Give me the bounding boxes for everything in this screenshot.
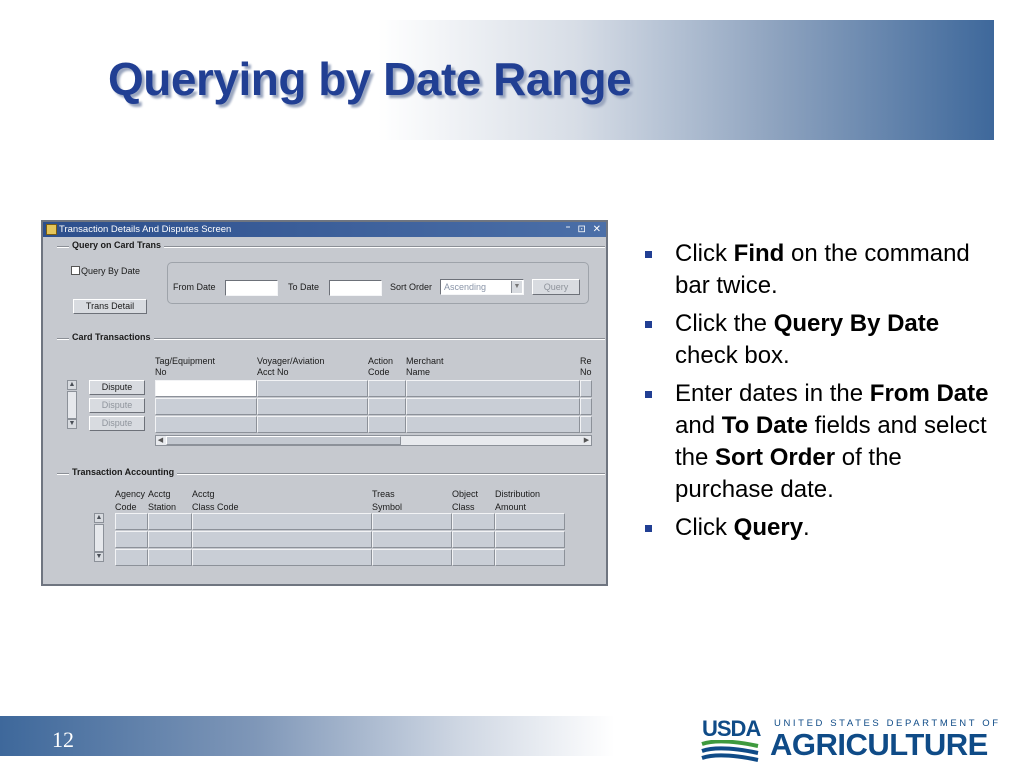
logo-agriculture: AGRICULTURE [770, 727, 988, 762]
bullet-icon [645, 321, 652, 328]
table-row[interactable] [372, 531, 452, 548]
list-item: Click Find on the command bar twice. [642, 238, 1002, 302]
table-row[interactable] [452, 513, 495, 530]
table-row[interactable] [192, 513, 372, 530]
col-treas-symbol: Treas Symbol [372, 489, 403, 512]
window-controls[interactable]: ⁼ ⊡ ✕ [565, 224, 603, 235]
slide-title: Querying by Date Range [108, 53, 632, 105]
col-acctg-class-code: Acctg Class Code [192, 489, 239, 512]
bullet-icon [645, 251, 652, 258]
col-agency-code: Agency Code [115, 489, 146, 512]
sort-order-label: Sort Order [390, 282, 433, 292]
table-row[interactable] [257, 380, 368, 397]
instruction-list [642, 238, 1002, 550]
table-row[interactable] [368, 380, 406, 397]
query-by-date-label: Query By Date [81, 266, 141, 276]
query-button[interactable]: Query [532, 279, 580, 295]
dispute-button-1[interactable]: Dispute [89, 380, 145, 395]
table-row[interactable] [495, 549, 565, 566]
scroll-left-icon[interactable]: ◀ [157, 437, 164, 444]
col-action-code: Action Code [368, 356, 394, 377]
page-number: 12 [52, 727, 74, 752]
scroll-down-icon[interactable]: ▼ [95, 553, 103, 560]
from-date-field[interactable] [225, 280, 278, 296]
table-row[interactable] [580, 380, 592, 397]
scroll-right-icon[interactable]: ▶ [583, 437, 590, 444]
usda-mark [700, 716, 760, 760]
table-row[interactable] [580, 416, 592, 433]
transaction-accounting-label: Transaction Accounting [69, 467, 177, 477]
table-row[interactable] [155, 416, 257, 433]
col-object-class: Object Class [452, 489, 479, 512]
table-row[interactable] [495, 531, 565, 548]
table-row[interactable] [406, 398, 580, 415]
vertical-scrollbar[interactable] [67, 391, 77, 419]
chevron-down-icon[interactable]: ▼ [511, 281, 522, 293]
col-merchant-name: Merchant Name [406, 356, 444, 377]
table-row[interactable] [452, 549, 495, 566]
table-row[interactable] [368, 416, 406, 433]
list-item: Click Query. [642, 512, 1002, 544]
table-row[interactable] [115, 531, 148, 548]
table-row[interactable] [406, 380, 580, 397]
table-row[interactable] [192, 549, 372, 566]
usda-waves-icon [700, 740, 760, 762]
table-row[interactable] [148, 531, 192, 548]
scroll-up-icon[interactable]: ▲ [95, 514, 103, 521]
query-group-label: Query on Card Trans [69, 240, 164, 250]
sort-order-value: Ascending [444, 282, 487, 292]
table-row[interactable] [115, 549, 148, 566]
col-re-no: Re No [580, 356, 592, 377]
table-row[interactable] [148, 513, 192, 530]
table-row[interactable] [406, 416, 580, 433]
trans-detail-button[interactable]: Trans Detail [73, 299, 147, 314]
col-tag-equipment: Tag/Equipment No [155, 356, 216, 377]
card-transactions-label: Card Transactions [69, 332, 154, 342]
bullet-icon [645, 525, 652, 532]
logo-department: UNITED STATES DEPARTMENT OF [774, 718, 1001, 729]
to-date-label: To Date [288, 282, 320, 292]
col-acctg-station: Acctg Station [148, 489, 177, 512]
table-row[interactable] [372, 549, 452, 566]
app-icon [46, 224, 57, 235]
usda-wordmark: USDA [702, 716, 761, 741]
vertical-scrollbar[interactable] [94, 524, 104, 552]
sort-order-select[interactable] [440, 279, 524, 295]
table-row[interactable] [257, 398, 368, 415]
from-date-label: From Date [173, 282, 216, 292]
col-voyager-acct: Voyager/Aviation Acct No [257, 356, 325, 377]
horizontal-scrollbar[interactable] [155, 435, 592, 446]
table-row[interactable] [155, 398, 257, 415]
usda-logo [700, 714, 1000, 762]
table-row[interactable] [257, 416, 368, 433]
col-distribution-amount: Distribution Amount [495, 489, 541, 512]
table-row[interactable] [372, 513, 452, 530]
table-row[interactable] [192, 531, 372, 548]
to-date-field[interactable] [329, 280, 382, 296]
scroll-up-icon[interactable]: ▲ [68, 381, 76, 388]
query-by-date-checkbox[interactable] [71, 266, 80, 275]
bullet-icon [645, 391, 652, 398]
table-row[interactable] [368, 398, 406, 415]
horizontal-scroll-thumb[interactable] [166, 436, 401, 445]
table-row[interactable] [580, 398, 592, 415]
table-row[interactable] [115, 513, 148, 530]
list-item: Click the Query By Date check box. [642, 308, 1002, 372]
window-titlebar [43, 222, 606, 237]
table-row[interactable] [452, 531, 495, 548]
list-item: Enter dates in the From Date and To Date fields and select the Sort Order of the purchase date. [642, 378, 1002, 506]
transaction-window [41, 220, 608, 586]
table-row[interactable] [148, 549, 192, 566]
table-row[interactable] [155, 380, 257, 397]
scroll-down-icon[interactable]: ▼ [68, 420, 76, 427]
window-title: Transaction Details And Disputes Screen [59, 224, 232, 235]
table-row[interactable] [495, 513, 565, 530]
dispute-button-2[interactable]: Dispute [89, 398, 145, 413]
dispute-button-3[interactable]: Dispute [89, 416, 145, 431]
